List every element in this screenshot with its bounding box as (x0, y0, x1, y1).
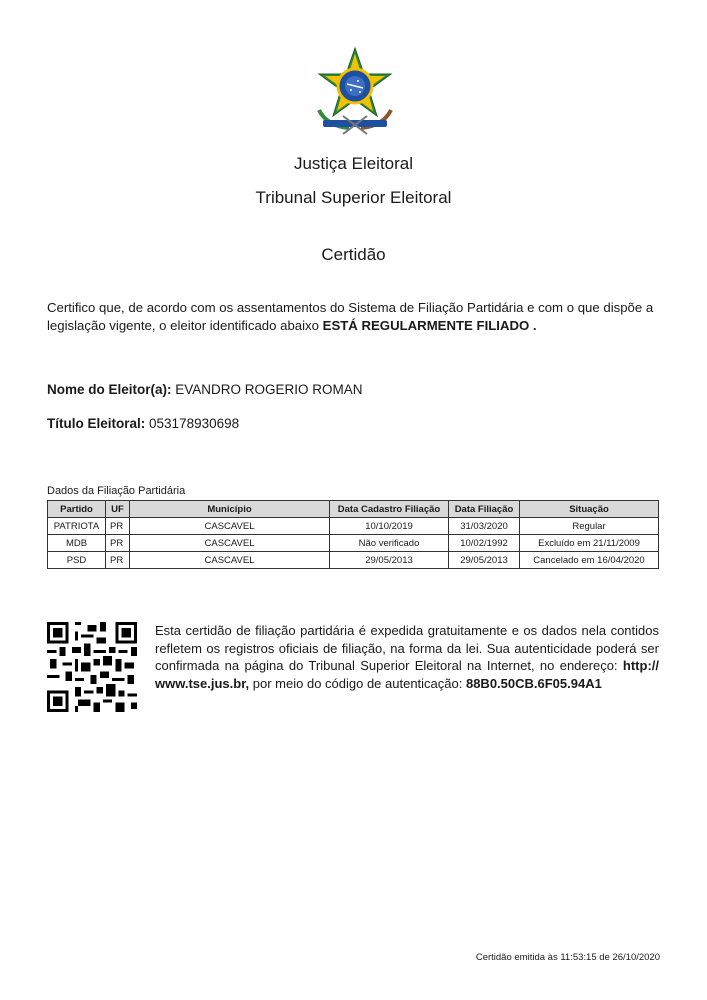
cell-municipio: CASCAVEL (130, 552, 330, 569)
table-row (48, 518, 659, 535)
verification-text-1: Esta certidão de filiação partidária é expedida gratuitamente e os dados nela contidos refletem os registros oficiais de filiação, na forma da lei. Sua autenticidade poderá ser confirmada na página do Tribunal Superior Eleitoral na Internet, no endereço: (155, 623, 659, 673)
verification-url: http:// www.tse.jus.br, (155, 658, 659, 691)
cell-partido: PATRIOTA (48, 518, 106, 535)
brazil-coat-of-arms-icon (309, 46, 401, 136)
document-title: Certidão (321, 245, 386, 264)
cell-data-cadastro: 10/10/2019 (330, 518, 449, 535)
cell-municipio: CASCAVEL (130, 535, 330, 552)
elector-name-label: Nome do Eleitor(a): (47, 382, 172, 397)
cell-uf: PR (106, 518, 130, 535)
org-title: Justiça Eleitoral (293, 154, 414, 173)
cell-data-filiacao: 29/05/2013 (449, 552, 520, 569)
elector-title-row (47, 416, 239, 431)
cell-data-cadastro: 29/05/2013 (330, 552, 449, 569)
table-caption: Dados da Filiação Partidária (47, 485, 186, 497)
certification-text (47, 299, 659, 335)
cell-situacao: Cancelado em 16/04/2020 (520, 552, 659, 569)
header-data-cadastro: Data Cadastro Filiação (330, 501, 449, 518)
authentication-code: 88B0.50CB.6F05.94A1 (465, 675, 602, 691)
cell-situacao: Regular (520, 518, 659, 535)
table-header-row (48, 501, 659, 518)
cell-data-filiacao: 10/02/1992 (449, 535, 520, 552)
table-row (48, 535, 659, 552)
header-uf: UF (106, 501, 130, 518)
cell-situacao: Excluído em 21/11/2009 (520, 535, 659, 552)
issue-timestamp: Certidão emitida às 11:53:15 de 26/10/2020 (475, 952, 660, 963)
cell-data-filiacao: 31/03/2020 (449, 518, 520, 535)
table-row (48, 552, 659, 569)
filiation-status: ESTÁ REGULARMENTE FILIADO . (322, 318, 537, 333)
header-partido: Partido (48, 501, 106, 518)
elector-title-label: Título Eleitoral: (47, 416, 146, 431)
cell-partido: MDB (48, 535, 106, 552)
certification-intro: Certifico que, de acordo com os assentamentos do Sistema de Filiação Partidária e com o que dispõe a legislação vigente, o eleitor identificado abaixo (47, 300, 654, 333)
cell-uf: PR (106, 535, 130, 552)
header-situacao: Situação (520, 501, 659, 518)
verification-text-2: por meio do código de autenticação: (249, 675, 466, 691)
cell-uf: PR (106, 552, 130, 569)
qr-code-icon (47, 622, 137, 712)
court-title: Tribunal Superior Eleitoral (255, 188, 452, 207)
verification-note (155, 622, 659, 692)
header-data-filiacao: Data Filiação (449, 501, 520, 518)
elector-name-row (47, 382, 363, 397)
cell-municipio: CASCAVEL (130, 518, 330, 535)
filiation-table (47, 500, 659, 569)
header-municipio: Município (130, 501, 330, 518)
cell-partido: PSD (48, 552, 106, 569)
cell-data-cadastro: Não verificado (330, 535, 449, 552)
elector-name-value: EVANDRO ROGERIO ROMAN (175, 382, 363, 397)
elector-title-value: 053178930698 (149, 416, 240, 431)
